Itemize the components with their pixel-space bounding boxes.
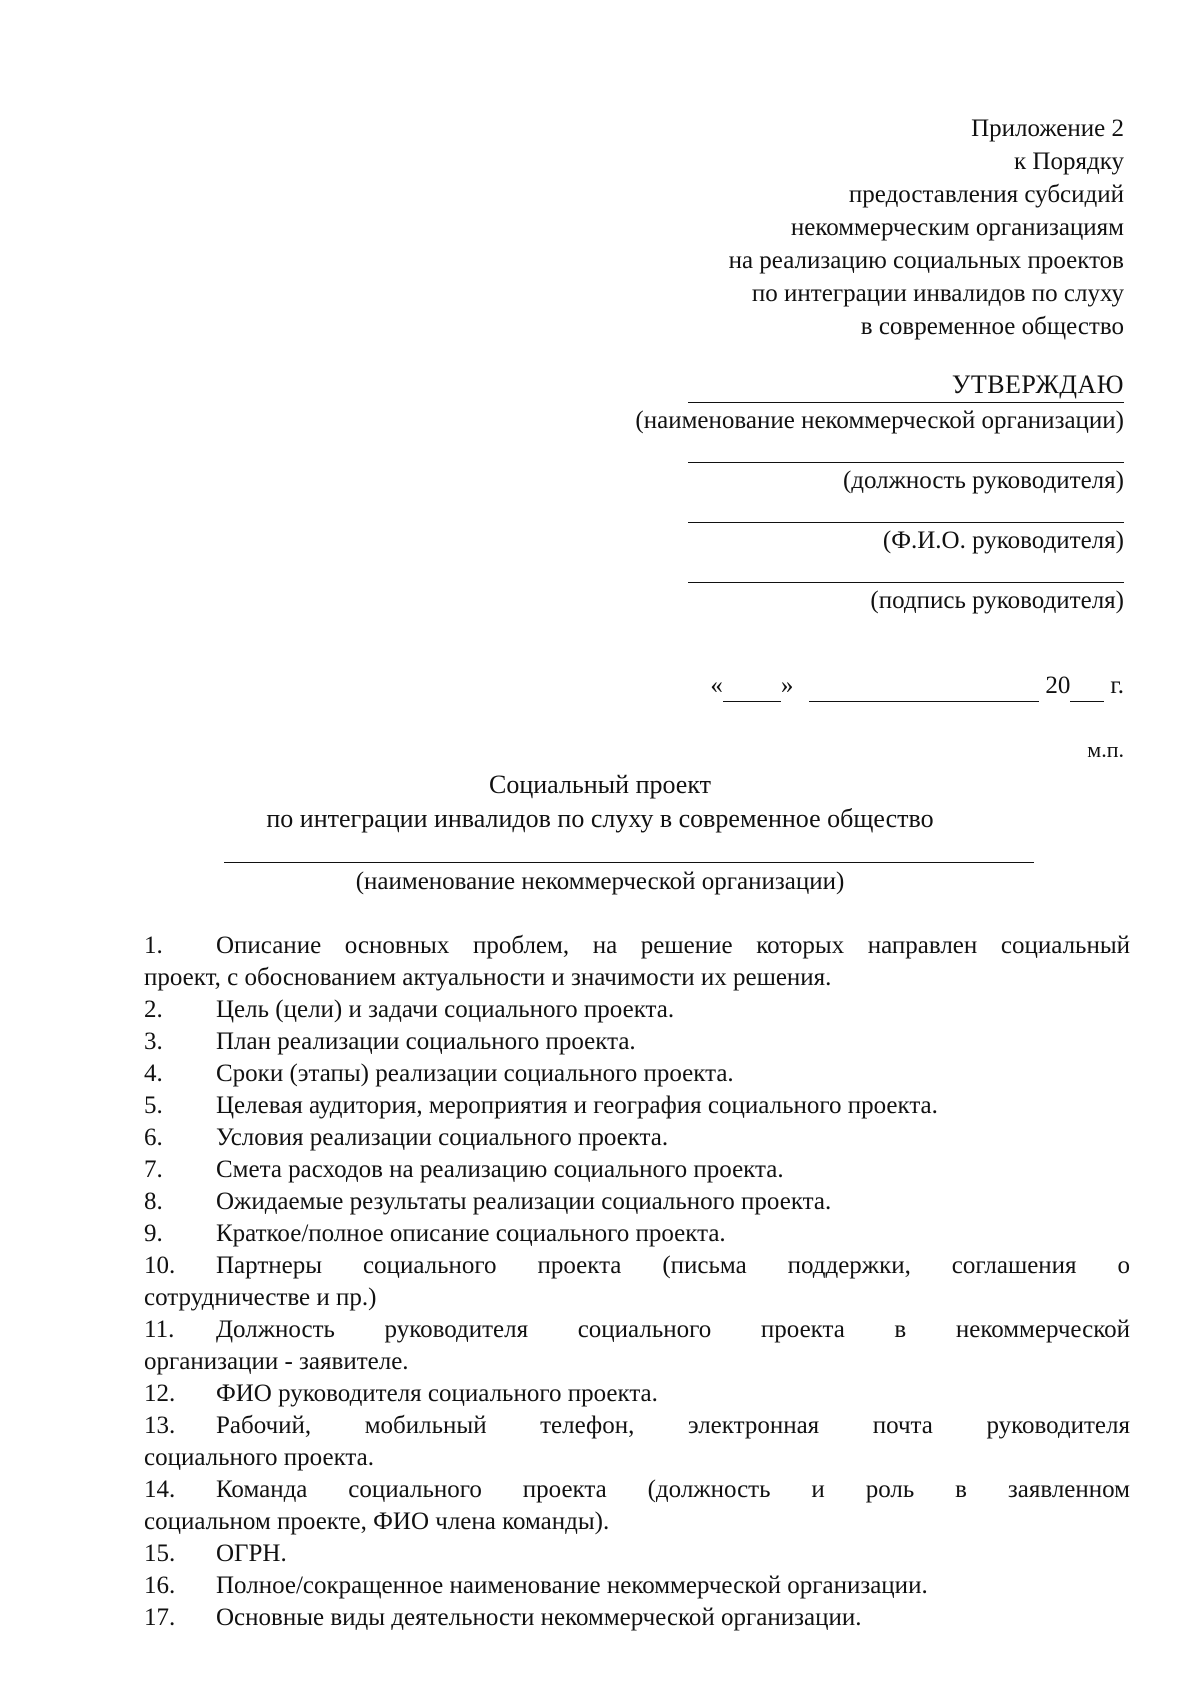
month-blank xyxy=(809,675,1039,702)
list-item-number: 1. xyxy=(144,932,163,959)
requirements-list xyxy=(144,930,1130,1634)
appendix-header xyxy=(729,112,1124,343)
list-item xyxy=(144,1474,1130,1538)
appendix-line: к Порядку xyxy=(1014,148,1124,175)
list-item-continuation: проект, с обоснованием актуальности и значимости их решения. xyxy=(144,964,832,991)
list-item-text: Ожидаемые результаты реализации социального проекта. xyxy=(216,1188,832,1215)
signature-caption: (Ф.И.О. руководителя) xyxy=(882,527,1124,554)
list-item xyxy=(144,1186,1130,1218)
appendix-line: на реализацию социальных проектов xyxy=(728,247,1124,274)
appendix-line: предоставления субсидий xyxy=(848,181,1124,208)
signature-caption: (должность руководителя) xyxy=(842,467,1124,494)
blank-line xyxy=(688,582,1124,583)
list-item-text: Описание основных проблем, на решение которых направлен социальный xyxy=(216,932,1130,959)
list-item-text: ОГРН. xyxy=(216,1540,287,1567)
list-item-number: 13. xyxy=(144,1412,176,1439)
list-item-number: 5. xyxy=(144,1092,163,1119)
list-item xyxy=(144,1378,1130,1410)
signature-field-sign xyxy=(524,582,1124,617)
appendix-line: по интеграции инвалидов по слуху xyxy=(751,280,1124,307)
list-item xyxy=(144,1090,1130,1122)
signature-caption: (наименование некоммерческой организации) xyxy=(635,407,1124,434)
list-item-continuation: социальном проекте, ФИО члена команды). xyxy=(144,1508,610,1535)
list-item-text: Сроки (этапы) реализации социального проекта. xyxy=(216,1060,734,1087)
list-item-number: 12. xyxy=(144,1380,176,1407)
appendix-line: Приложение 2 xyxy=(971,115,1124,142)
list-item xyxy=(144,1058,1130,1090)
date-close-quote: » xyxy=(780,672,794,699)
project-subtitle: по интеграции инвалидов по слуху в современное общество xyxy=(266,804,934,833)
list-item-continuation: организации - заявителе. xyxy=(144,1348,409,1375)
list-item-continuation: сотрудничестве и пр.) xyxy=(144,1284,377,1311)
stamp-placeholder: м.п. xyxy=(1087,737,1124,762)
list-item xyxy=(144,1410,1130,1474)
list-item-number: 17. xyxy=(144,1604,176,1631)
list-item xyxy=(144,1602,1130,1634)
list-item-text: Основные виды деятельности некоммерческой организации. xyxy=(216,1604,862,1631)
approval-title: УТВЕРЖДАЮ xyxy=(951,370,1124,399)
date-field xyxy=(710,670,1124,702)
list-item-text: Условия реализации социального проекта. xyxy=(216,1124,669,1151)
approval-block xyxy=(524,368,1124,402)
list-item-text: Краткое/полное описание социального проекта. xyxy=(216,1220,726,1247)
list-item-text: Полное/сокращенное наименование некоммерческой организации. xyxy=(216,1572,928,1599)
signature-field-name xyxy=(524,522,1124,557)
list-item xyxy=(144,1538,1130,1570)
list-item xyxy=(144,1250,1130,1314)
year-suffix: г. xyxy=(1110,672,1124,699)
list-item xyxy=(144,994,1130,1026)
list-item xyxy=(144,1122,1130,1154)
blank-line xyxy=(688,462,1124,463)
list-item xyxy=(144,1314,1130,1378)
list-item-text: Целевая аудитория, мероприятия и география социального проекта. xyxy=(216,1092,938,1119)
year-blank xyxy=(1070,675,1104,702)
list-item-continuation: социального проекта. xyxy=(144,1444,374,1471)
signature-field-position xyxy=(524,462,1124,497)
list-item-number: 3. xyxy=(144,1028,163,1055)
list-item-number: 7. xyxy=(144,1156,163,1183)
list-item-text: Цель (цели) и задачи социального проекта. xyxy=(216,996,675,1023)
list-item xyxy=(144,1570,1130,1602)
list-item-number: 9. xyxy=(144,1220,163,1247)
project-org-caption: (наименование некоммерческой организации) xyxy=(355,868,845,895)
year-prefix: 20 xyxy=(1045,672,1071,699)
project-title: Социальный проект xyxy=(489,770,711,799)
list-item-number: 6. xyxy=(144,1124,163,1151)
date-open-quote: « xyxy=(710,672,723,699)
list-item-number: 14. xyxy=(144,1476,176,1503)
signature-caption: (подпись руководителя) xyxy=(870,587,1124,614)
list-item-number: 4. xyxy=(144,1060,163,1087)
list-item xyxy=(144,1026,1130,1058)
list-item-number: 10. xyxy=(144,1252,176,1279)
list-item-text: Смета расходов на реализацию социального проекта. xyxy=(216,1156,784,1183)
signature-field-org xyxy=(524,402,1124,437)
list-item-number: 8. xyxy=(144,1188,163,1215)
list-item-number: 11. xyxy=(144,1316,175,1343)
list-item-text: Рабочий, мобильный телефон, электронная почта руководителя xyxy=(216,1412,1130,1439)
list-item xyxy=(144,1154,1130,1186)
blank-line xyxy=(688,522,1124,523)
list-item xyxy=(144,930,1130,994)
appendix-line: в современное общество xyxy=(860,313,1124,340)
list-item-number: 16. xyxy=(144,1572,176,1599)
list-item-text: План реализации социального проекта. xyxy=(216,1028,636,1055)
list-item-text: Партнеры социального проекта (письма поддержки, соглашения о xyxy=(216,1252,1130,1279)
list-item xyxy=(144,1218,1130,1250)
appendix-line: некоммерческим организациям xyxy=(790,214,1124,241)
project-heading xyxy=(0,768,1200,836)
day-blank xyxy=(723,675,781,702)
list-item-number: 15. xyxy=(144,1540,176,1567)
list-item-number: 2. xyxy=(144,996,163,1023)
list-item-text: Должность руководителя социального проекта в некоммерческой xyxy=(216,1316,1130,1343)
list-item-text: ФИО руководителя социального проекта. xyxy=(216,1380,658,1407)
blank-line xyxy=(688,402,1124,403)
list-item-text: Команда социального проекта (должность и роль в заявленном xyxy=(216,1476,1130,1503)
blank-line xyxy=(224,862,1034,863)
